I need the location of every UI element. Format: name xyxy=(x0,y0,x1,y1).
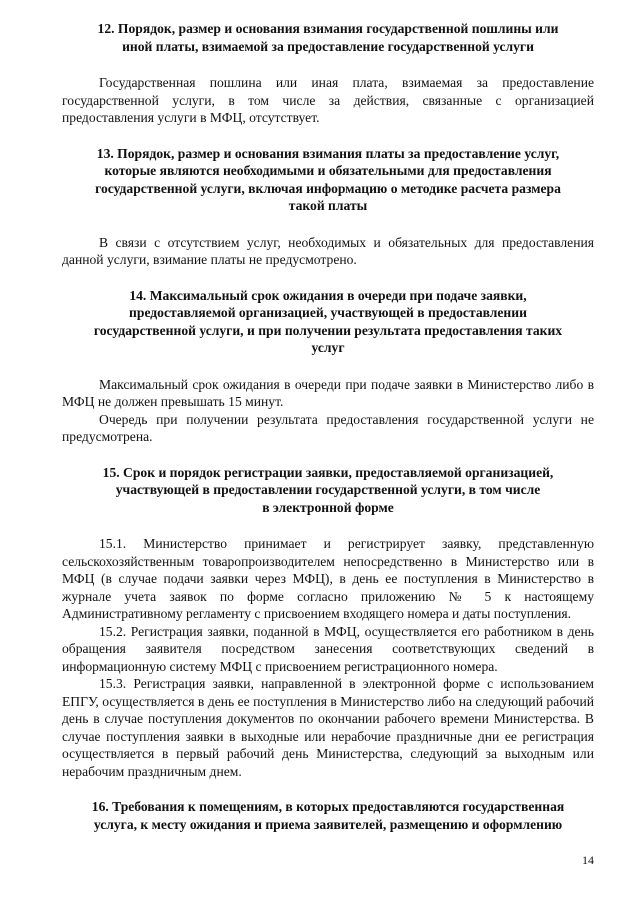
paragraph: В связи с отсутствием услуг, необходимых и обязательных для предоставления данной услуги, взимание платы не предусмотрено. xyxy=(62,234,594,267)
section-13 xyxy=(62,145,594,269)
section-heading: 15. Срок и порядок регистрации заявки, предоставляемой организацией, участвующей в предоставлении государственной услуги, в том числе в электронной форме xyxy=(102,464,554,515)
section-14 xyxy=(62,287,594,446)
section-12 xyxy=(62,20,594,127)
section-heading: 13. Порядок, размер и основания взимания платы за предоставление услуг, которые являются необходимыми и обязательными для предоставления государственной услуги, включая информацию о методике расчета размера такой платы xyxy=(95,145,561,213)
section-heading: 16. Требования к помещениям, в которых предоставляются государственная услуга, к месту ожидания и приема заявителей, размещению и оформлению xyxy=(91,799,565,832)
section-heading: 14. Максимальный срок ожидания в очереди при подаче заявки, предоставляемой организацией, участвующей в предоставлении государственной услуги, и при получении результата предоставления таких услуг xyxy=(93,287,563,355)
section-15 xyxy=(62,464,594,781)
document-body xyxy=(62,20,594,833)
paragraph: Очередь при получении результата предоставления государственной услуги не предусмотрена. xyxy=(62,411,594,444)
paragraph: Государственная пошлина или иная плата, взимаемая за предоставление государственной услуги, в том числе за действия, связанные с организацией предоставления услуги в МФЦ, отсутствует. xyxy=(62,75,594,125)
paragraph: Максимальный срок ожидания в очереди при подаче заявки в Министерство либо в МФЦ не должен превышать 15 минут. xyxy=(62,376,594,409)
section-heading: 12. Порядок, размер и основания взимания государственной пошлины или иной платы, взимаемой за предоставление государственной услуги xyxy=(97,21,559,54)
paragraph: 15.2. Регистрация заявки, поданной в МФЦ, осуществляется его работником в день обращения заявителя посредством занесения соответствующих сведений в информационную систему МФЦ с присвоением регистрационного номера. xyxy=(62,623,594,674)
page-number: 14 xyxy=(582,853,594,867)
paragraph: 15.1. Министерство принимает и регистрирует заявку, представленную сельскохозяйственным товаропроизводителем непосредственно в Министерство или в МФЦ (в случае подачи заявки через МФЦ), в день ее поступления в Министерство в журнале учета заявок по форме согласно приложению № 5 к настоящему Административному регламенту с присвоением входящего номера и даты поступления. xyxy=(62,536,594,621)
section-16 xyxy=(62,798,594,833)
paragraph: 15.3. Регистрация заявки, направленной в электронной форме с использованием ЕПГУ, осуществляется в день ее поступления в Министерство либо на следующий рабочий день в случае поступления документов по окончании рабочего времени Министерства. В случае поступления заявки в выходные или нерабочие праздничные дни ее регистрация осуществляется в первый рабочий день Министерства, следующий за выходным или нерабочим праздничным днем. xyxy=(62,676,594,779)
